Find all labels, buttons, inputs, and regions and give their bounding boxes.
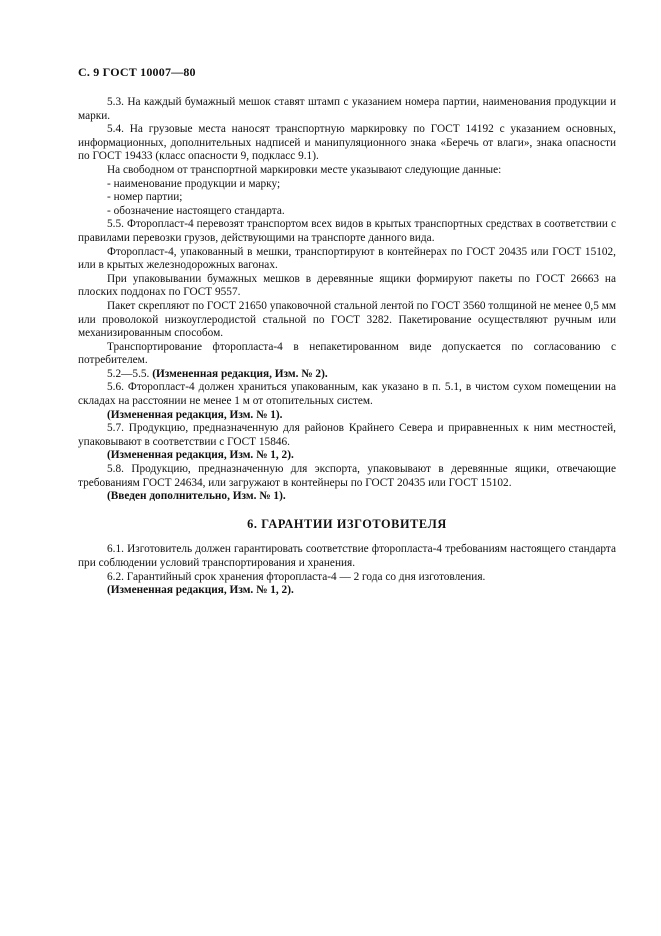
clause-5-4: 5.4. На грузовые места наносят транспортную маркировку по ГОСТ 14192 с указанием основных, информационных, дополнительных надписей и манипуляционного знака «Беречь от влаги», знака опасности по ГОСТ 19433 (класс опасности 9, подкласс 9.1).	[78, 123, 616, 163]
clause-5-8: 5.8. Продукцию, предназначенную для экспорта, упаковывают в деревянные ящики, отвечающие требованиям ГОСТ 24634, или загружают в контейнеры по ГОСТ 20435 или ГОСТ 15102.	[78, 463, 616, 489]
clause-5-4-intro: На свободном от транспортной маркировки месте указывают следующие данные:	[107, 163, 502, 176]
section-6-title: 6. ГАРАНТИИ ИЗГОТОВИТЕЛЯ	[247, 516, 447, 531]
list-item-product-name: - наименование продукции и марку;	[107, 177, 281, 190]
amendment-note-5-7: (Измененная редакция, Изм. № 1, 2).	[107, 449, 294, 462]
clause-6-1: 6.1. Изготовитель должен гарантировать соответствие фторопласта-4 требованиям настоящего стандарта при соблюдении условий транспортирования и хранения.	[78, 543, 616, 569]
page-header: С. 9 ГОСТ 10007—80	[78, 65, 196, 79]
clause-5-6: 5.6. Фторопласт-4 должен храниться упакованным, как указано в п. 5.1, в чистом сухом помещении на складах на расстоянии не менее 1 м от отопительных систем.	[78, 381, 616, 408]
amendment-note-5-6: (Измененная редакция, Изм. № 1).	[107, 408, 283, 421]
document-body	[78, 96, 616, 598]
amendment-note-6-2: (Измененная редакция, Изм. № 1, 2).	[107, 584, 294, 597]
clause-5-5: 5.5. Фторопласт-4 перевозят транспортом всех видов в крытых транспортных средствах в соответствии с правилами перевозки грузов, действующими на транспорте данного вида.	[78, 218, 616, 244]
clause-5-5-packets: При упаковывании бумажных мешков в деревянные ящики формируют пакеты по ГОСТ 26663 на плоских поддонах по ГОСТ 9557.	[78, 272, 616, 299]
clause-5-7: 5.7. Продукцию, предназначенную для районов Крайнего Севера и приравненных к ним местностей, упаковывают в соответствии с ГОСТ 15846.	[78, 422, 616, 448]
clause-5-5-containers: Фторопласт-4, упакованный в мешки, транспортируют в контейнерах по ГОСТ 20435 или ГОСТ 15102, или в крытых железнодорожных вагонах.	[78, 245, 616, 272]
clause-6-2: 6.2. Гарантийный срок хранения фторопласта-4 — 2 года со дня изготовления.	[107, 570, 486, 583]
amendment-note: (Измененная редакция, Изм. № 2).	[152, 367, 328, 380]
clause-5-3: 5.3. На каждый бумажный мешок ставят штамп с указанием номера партии, наименования продукции и марки.	[78, 96, 616, 122]
clause-range-label: 5.2—5.5.	[107, 367, 153, 380]
clause-5-5-strapping: Пакет скрепляют по ГОСТ 21650 упаковочной стальной лентой по ГОСТ 3560 толщиной не менее 0,5 мм или проволокой низкоуглеродистой стальной по ГОСТ 3282. Пакетирование осуществляют ручным или механизированным способом.	[78, 299, 616, 340]
clause-5-2-5-5-amendment	[78, 368, 616, 382]
list-item-standard-designation: - обозначение настоящего стандарта.	[107, 204, 285, 217]
list-item-batch-number: - номер партии;	[107, 191, 183, 204]
clause-5-5-unpacketed: Транспортирование фторопласта-4 в непакетированном виде допускается по согласованию с потребителем.	[78, 340, 616, 367]
amendment-note-5-8: (Введен дополнительно, Изм. № 1).	[107, 490, 286, 503]
